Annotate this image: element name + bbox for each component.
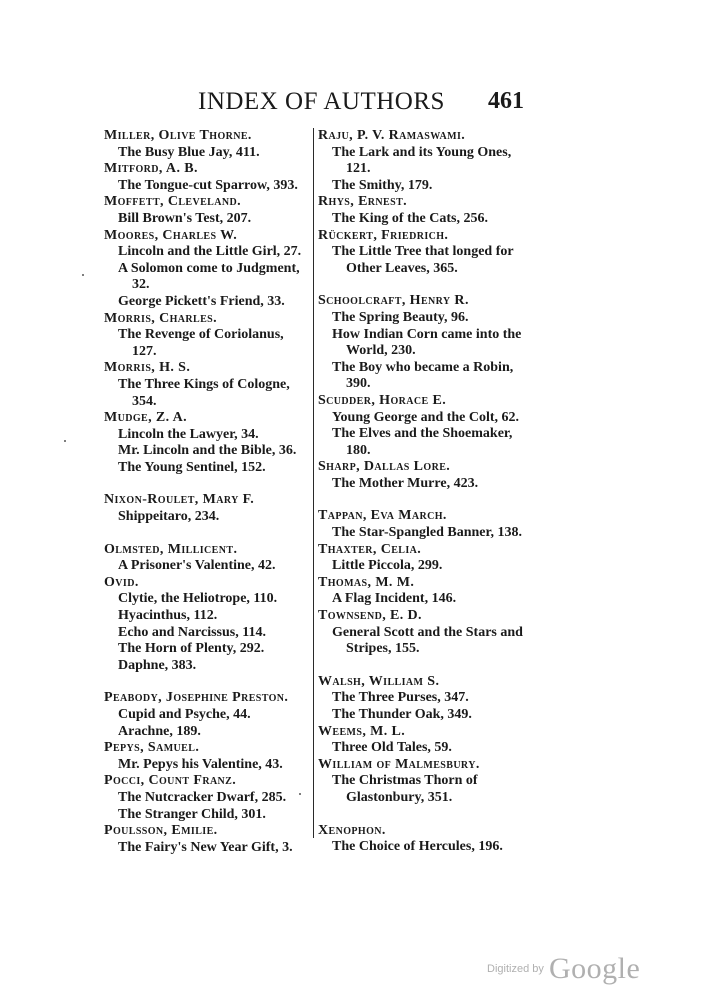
index-entry (318, 757, 528, 807)
story-title: Three Old Tales, 59. (332, 740, 452, 756)
story-title: The Elves and the Shoemaker, 180. (332, 426, 513, 458)
story-title: The Boy who became a Robin, 390. (332, 359, 514, 392)
story-title: The Smithy, 179. (332, 177, 433, 193)
author-name: Pocci, Count Franz. (104, 773, 237, 789)
story-title: Hyacinthus, 112. (118, 608, 218, 624)
author-name: Miller, Olive Thorne. (104, 128, 252, 143)
story-title: A Solomon come to Judgment, 32. (118, 260, 300, 293)
story-title: The Little Tree that longed for Other Leaves, 365. (332, 244, 514, 276)
story-title: Little Piccola, 299. (332, 558, 443, 574)
index-entry (318, 674, 528, 724)
story-title: The King of the Cats, 256. (332, 210, 488, 226)
author-name: Sharp, Dallas Lore. (318, 459, 451, 475)
index-entry (104, 228, 310, 311)
author-name: Townsend, E. D. (318, 608, 422, 624)
story-title: The Fairy's New Year Gift, 3. (118, 839, 293, 855)
scan-speck (64, 440, 66, 442)
index-entry (318, 228, 528, 278)
index-entry (318, 575, 528, 608)
story-title: The Tongue-cut Sparrow, 393. (118, 177, 298, 193)
author-name: Rhys, Ernest. (318, 194, 408, 210)
index-entry (104, 492, 310, 525)
story-title: Shippeitaro, 234. (118, 509, 220, 525)
author-name: Morris, Charles. (104, 310, 218, 326)
story-title: The Choice of Hercules, 196. (332, 839, 503, 855)
index-entry (104, 823, 310, 856)
author-name: Olmsted, Millicent. (104, 541, 238, 557)
author-name: Xenophon. (318, 822, 386, 838)
story-title: Daphne, 383. (118, 657, 197, 673)
index-entry (318, 459, 528, 492)
author-name: Thomas, M. M. (318, 574, 415, 590)
story-title: The Spring Beauty, 96. (332, 309, 469, 325)
index-entry (318, 724, 528, 757)
author-name: Mudge, Z. A. (104, 410, 188, 426)
story-title: How Indian Corn came into the World, 230. (332, 326, 522, 359)
author-name: Walsh, William S. (318, 673, 440, 689)
author-name: Ovid. (104, 574, 139, 590)
author-name: Moores, Charles W. (104, 227, 238, 243)
story-title: The Busy Blue Jay, 411. (118, 144, 260, 160)
index-entry (318, 542, 528, 575)
index-entry (104, 311, 310, 361)
scan-speck (299, 793, 301, 795)
page-header (198, 88, 524, 122)
author-name: Rückert, Friedrich. (318, 227, 449, 243)
story-title: A Flag Incident, 146. (332, 591, 457, 607)
index-entry (104, 773, 310, 823)
story-title: Cupid and Psyche, 44. (118, 707, 251, 722)
story-title: Young George and the Colt, 62. (332, 409, 520, 425)
story-title: Lincoln the Lawyer, 34. (118, 426, 259, 442)
story-title: Mr. Pepys his Valentine, 43. (118, 756, 283, 772)
story-title: The Star-Spangled Banner, 138. (332, 525, 522, 541)
author-name: Moffett, Cleveland. (104, 194, 241, 210)
column-divider (313, 128, 314, 838)
story-title: The Stranger Child, 301. (118, 806, 266, 822)
story-title: The Revenge of Coriolanus, 127. (118, 327, 284, 359)
story-title: Bill Brown's Test, 207. (118, 210, 252, 226)
index-entry (318, 393, 528, 459)
index-entry (104, 542, 310, 575)
index-entry (104, 128, 310, 161)
digitized-by-google-watermark (487, 952, 640, 986)
story-title: The Three Purses, 347. (332, 690, 469, 706)
index-entry (318, 508, 528, 541)
author-name: Peabody, Josephine Preston. (104, 690, 289, 706)
page-number: 461 (488, 88, 524, 114)
author-name: Pepys, Samuel. (104, 740, 200, 756)
author-name: Scudder, Horace E. (318, 392, 447, 408)
author-name: Raju, P. V. Ramaswami. (318, 128, 466, 143)
running-title: INDEX OF AUTHORS (198, 88, 445, 115)
story-title: The Lark and its Young Ones, 121. (332, 144, 512, 177)
index-entry (318, 293, 528, 393)
index-entry (318, 823, 528, 856)
author-name: Weems, M. L. (318, 723, 406, 739)
story-title: The Three Kings of Cologne, 354. (118, 376, 290, 409)
author-name: Mitford, A. B. (104, 161, 198, 177)
story-title: The Young Sentinel, 152. (118, 459, 266, 475)
author-name: Poulsson, Emilie. (104, 823, 218, 839)
author-name: Thaxter, Celia. (318, 541, 422, 557)
story-title: A Prisoner's Valentine, 42. (118, 558, 276, 574)
left-index-column (104, 128, 310, 856)
story-title: The Horn of Plenty, 292. (118, 641, 265, 657)
author-name: Morris, H. S. (104, 360, 191, 376)
index-entry (104, 740, 310, 773)
story-title: The Nutcracker Dwarf, 285. (118, 789, 287, 805)
scan-speck (82, 274, 84, 276)
story-title: Mr. Lincoln and the Bible, 36. (118, 443, 297, 459)
story-title: The Mother Murre, 423. (332, 475, 479, 491)
story-title: George Pickett's Friend, 33. (118, 293, 285, 309)
story-title: Echo and Narcissus, 114. (118, 624, 266, 640)
author-name: Schoolcraft, Henry R. (318, 293, 469, 309)
story-title: Arachne, 189. (118, 723, 201, 739)
index-entry (104, 575, 310, 675)
author-name: William of Malmesbury. (318, 756, 480, 772)
story-title: The Christmas Thorn of Glastonbury, 351. (332, 773, 478, 805)
story-title: General Scott and the Stars and Stripes, 155. (332, 624, 523, 657)
index-entry (104, 360, 310, 410)
index-entry (104, 161, 310, 194)
index-entry (318, 194, 528, 227)
google-logo-text: Google (548, 952, 641, 985)
index-entry (318, 608, 528, 658)
right-index-column (318, 128, 528, 856)
index-entry (104, 690, 310, 740)
index-entry (104, 410, 310, 476)
index-entry (318, 128, 528, 194)
story-title: Lincoln and the Little Girl, 27. (118, 244, 302, 260)
index-entry (104, 194, 310, 227)
story-title: Clytie, the Heliotrope, 110. (118, 591, 278, 607)
story-title: The Thunder Oak, 349. (332, 707, 472, 722)
author-name: Tappan, Eva March. (318, 508, 447, 524)
digitized-by-label: Digitized by (487, 963, 544, 975)
author-name: Nixon-Roulet, Mary F. (104, 492, 255, 508)
